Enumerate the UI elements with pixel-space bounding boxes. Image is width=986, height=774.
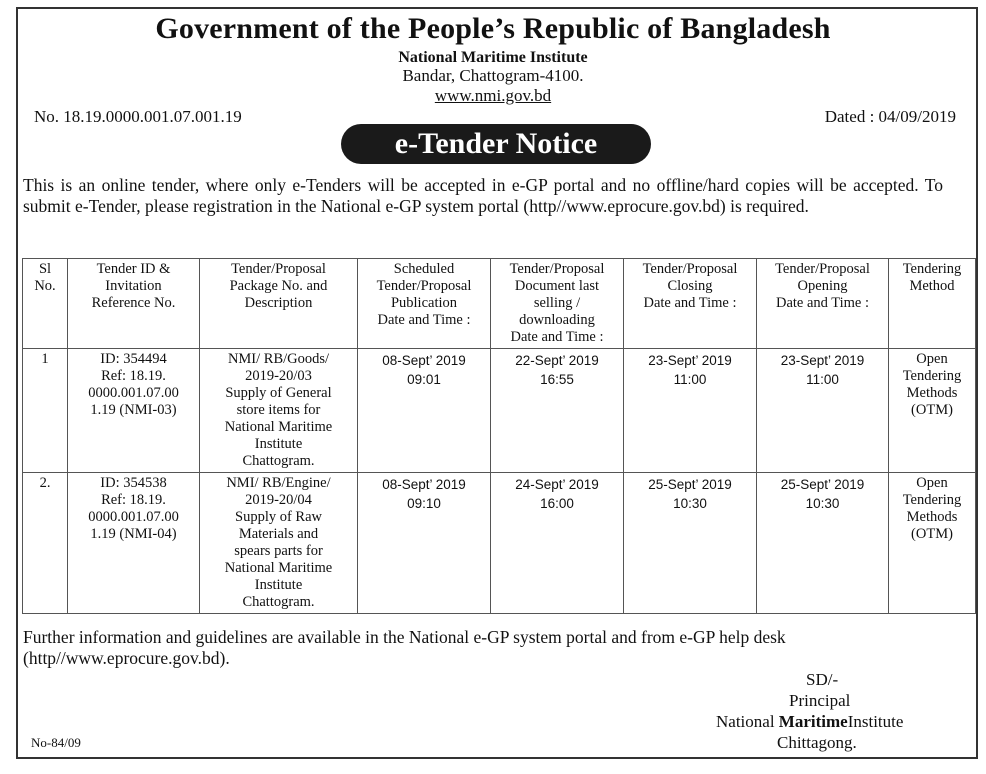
table-row (23, 473, 976, 614)
government-heading: Government of the People’s Republic of Bangladesh (155, 12, 831, 45)
cell-opening: 23-Sept’ 2019 11:00 (757, 349, 889, 473)
notice-date: Dated : 04/09/2019 (824, 107, 956, 126)
cell-publication: 08-Sept’ 2019 09:10 (358, 473, 491, 614)
footer-number: No-84/09 (31, 735, 81, 750)
cell-publication: 08-Sept’ 2019 09:01 (358, 349, 491, 473)
cell-sl: 1 (23, 349, 68, 473)
header-publication: Scheduled Tender/Proposal Publication Date and Time : (358, 259, 491, 349)
header-package: Tender/Proposal Package No. and Description (200, 259, 358, 349)
cell-closing: 23-Sept’ 2019 11:00 (624, 349, 757, 473)
table-row (23, 349, 976, 473)
header-opening: Tender/Proposal Opening Date and Time : (757, 259, 889, 349)
signature-org-prefix: National (716, 712, 779, 731)
table-header-row (23, 259, 976, 349)
header-tender-id: Tender ID & Invitation Reference No. (68, 259, 200, 349)
cell-package: NMI/ RB/Goods/ 2019-20/03 Supply of General store items for National Maritime Institute Chattogram. (200, 349, 358, 473)
reference-number: No. 18.19.0000.001.07.001.19 (34, 107, 242, 126)
tender-table (22, 258, 976, 614)
cell-tender-id: ID: 354494 Ref: 18.19. 0000.001.07.00 1.19 (NMI-03) (68, 349, 200, 473)
header-last-selling: Tender/Proposal Document last selling / downloading Date and Time : (491, 259, 624, 349)
cell-sl: 2. (23, 473, 68, 614)
signature-city: Chittagong. (777, 733, 857, 752)
header-closing: Tender/Proposal Closing Date and Time : (624, 259, 757, 349)
cell-method: Open Tendering Methods (OTM) (889, 473, 976, 614)
cell-tender-id: ID: 354538 Ref: 18.19. 0000.001.07.00 1.19 (NMI-04) (68, 473, 200, 614)
cell-closing: 25-Sept’ 2019 10:30 (624, 473, 757, 614)
signature-org-suffix: Institute (847, 712, 904, 731)
signature-sd: SD/- (806, 670, 839, 689)
header-method: Tendering Method (889, 259, 976, 349)
further-info-paragraph: Further information and guidelines are available in the National e-GP system portal and from e-GP help desk (http//www.eprocure.gov.bd). (23, 627, 786, 668)
cell-last-selling: 24-Sept’ 2019 16:00 (491, 473, 624, 614)
header-sl-no: Sl No. (23, 259, 68, 349)
institute-name: National Maritime Institute (398, 49, 588, 66)
cell-method: Open Tendering Methods (OTM) (889, 349, 976, 473)
signature-title: Principal (789, 691, 851, 710)
institute-address: Bandar, Chattogram-4100. (402, 66, 584, 85)
notice-title-banner: e-Tender Notice (341, 124, 651, 164)
signature-organization (716, 711, 903, 732)
cell-opening: 25-Sept’ 2019 10:30 (757, 473, 889, 614)
signature-org-bold: Maritime (778, 712, 848, 731)
cell-last-selling: 22-Sept’ 2019 16:55 (491, 349, 624, 473)
cell-package: NMI/ RB/Engine/ 2019-20/04 Supply of Raw Materials and spears parts for National Maritime Institute Chattogram. (200, 473, 358, 614)
intro-paragraph: This is an online tender, where only e-Tenders will be accepted in e-GP portal and no offline/hard copies will be accepted. To submit e-Tender, please registration in the National e-GP system portal (http//www.eprocure.gov.bd) is required. (23, 175, 943, 216)
website-link[interactable]: www.nmi.gov.bd (434, 86, 552, 105)
